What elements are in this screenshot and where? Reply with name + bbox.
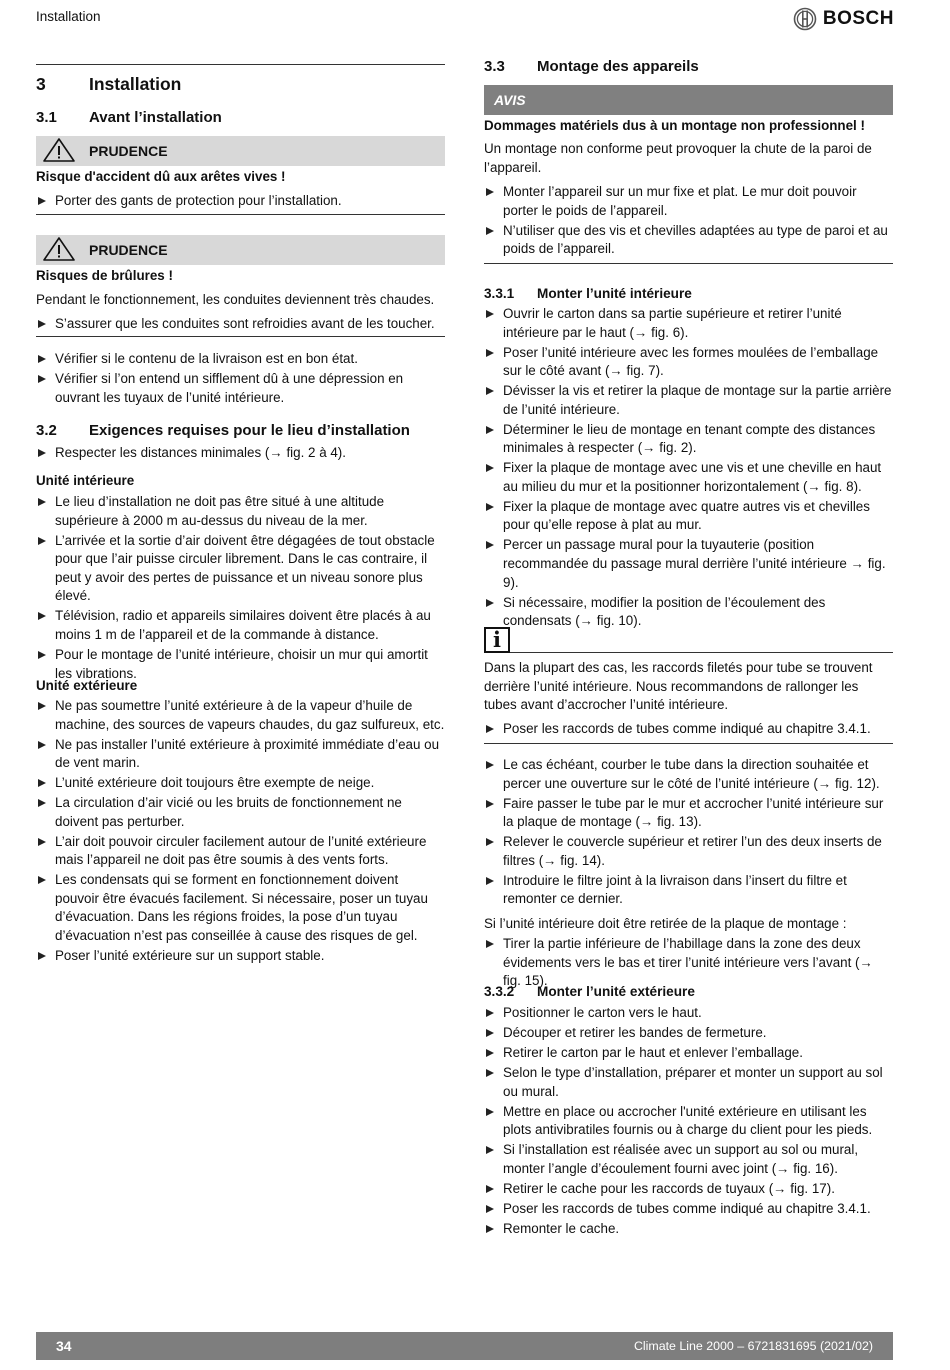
delivery-checks bbox=[36, 350, 445, 409]
caution-banner bbox=[36, 136, 445, 166]
list-item: Découper et retirer les bandes de fermeture. bbox=[484, 1024, 893, 1043]
warning-triangle-icon bbox=[42, 236, 76, 265]
list-item: S’assurer que les conduites sont refroidies avant de les toucher. bbox=[36, 315, 445, 334]
indoor-unit-heading: Unité intérieure bbox=[36, 473, 135, 488]
section-heading-3-1 bbox=[36, 109, 445, 126]
list-item: Déterminer le lieu de montage en tenant compte des distances minimales à respecter (→ fig. 2). bbox=[484, 421, 893, 458]
list-item: Selon le type d’installation, préparer et monter un support au sol ou mural. bbox=[484, 1064, 893, 1101]
bosch-logo bbox=[793, 7, 894, 31]
notice-steps bbox=[484, 183, 893, 260]
list-item: Tirer la partie inférieure de l’habillage dans la zone des deux évidements vers le bas et tirer l’unité intérieure vers l’avant (→ fig. 15). bbox=[484, 935, 893, 991]
section-heading-3-3-2 bbox=[484, 984, 893, 999]
section-title: Installation bbox=[89, 74, 182, 94]
list-item: La circulation d’air vicié ou les bruits de fonctionnement ne doivent pas perturber. bbox=[36, 794, 445, 831]
list-item: Les condensats qui se forment en fonctionnement doivent pouvoir être évacués facilement. Si nécessaire, poser un tuyau d’évacuation. Dans les régions froides, la pose d’un tuyau d’évacuation n’est pas conseillée à cause des risques de gel. bbox=[36, 871, 445, 945]
list-item: L’air doit pouvoir circuler facilement autour de l’unité extérieure mais l’appareil ne doit pas être soumis à des vents forts. bbox=[36, 833, 445, 870]
brand-name: BOSCH bbox=[822, 8, 894, 29]
list-item: Ne pas soumettre l’unité extérieure à de la vapeur d’huile de machine, des sources de vapeurs chaudes, du gaz sulfureux, etc. bbox=[36, 697, 445, 734]
section-number: 3.2 bbox=[36, 422, 57, 439]
list-item: Vérifier si le contenu de la livraison est en bon état. bbox=[36, 350, 445, 369]
list-item: Retirer le cache pour les raccords de tuyaux (→ fig. 17). bbox=[484, 1180, 893, 1199]
caution-banner bbox=[36, 235, 445, 265]
section-number: 3.3.1 bbox=[484, 286, 515, 301]
notice-title: Dommages matériels dus à un montage non professionnel ! bbox=[484, 118, 865, 133]
section-heading-3-2 bbox=[36, 422, 445, 439]
outdoor-mount-steps bbox=[484, 1004, 893, 1240]
list-item: Poser les raccords de tubes comme indiqué au chapitre 3.4.1. bbox=[484, 1200, 893, 1219]
info-note-header bbox=[484, 627, 893, 653]
list-item: Introduire le filtre joint à la livraison dans l’insert du filtre et remonter ce dernier. bbox=[484, 872, 893, 909]
indoor-mount-steps bbox=[484, 305, 893, 632]
list-item: Le cas échéant, courber le tube dans la direction souhaitée et percer une ouverture sur le côté de l’unité intérieure (→ fig. 12). bbox=[484, 756, 893, 793]
warning-triangle-icon bbox=[42, 137, 76, 166]
section-number: 3.3 bbox=[484, 58, 505, 75]
list-item: Dévisser la vis et retirer la plaque de montage sur la partie arrière de l’unité intérieure. bbox=[484, 382, 893, 419]
list-item: Fixer la plaque de montage avec quatre autres vis et chevilles pour qu’elle repose à plat au mur. bbox=[484, 498, 893, 535]
page-number: 34 bbox=[56, 1338, 72, 1354]
list-item: Pour le montage de l’unité intérieure, choisir un mur qui amortit les vibrations. bbox=[36, 646, 445, 683]
outdoor-unit-list bbox=[36, 697, 445, 967]
list-item: L’arrivée et la sortie d’air doivent être dégagées de tout obstacle pour que l’air puisse circuler librement. Dans le cas contraire, il peut y avoir des pertes de puissance et un niveau sonore plus élevé. bbox=[36, 532, 445, 606]
info-steps bbox=[484, 720, 893, 740]
notice-rule bbox=[484, 263, 893, 264]
caution-rule bbox=[36, 214, 445, 215]
list-item: Monter l’appareil sur un mur fixe et plat. Le mur doit pouvoir porter le poids de l’appareil. bbox=[484, 183, 893, 220]
indoor-hang-steps bbox=[484, 756, 893, 910]
list-item: Remonter le cache. bbox=[484, 1220, 893, 1239]
list-item: Vérifier si l’on entend un sifflement dû à une dépression en ouvrant les tuyaux de l’unité intérieure. bbox=[36, 370, 445, 407]
list-item: Positionner le carton vers le haut. bbox=[484, 1004, 893, 1023]
list-item: Si l’installation est réalisée avec un support au sol ou mural, monter l’angle d’écoulement fourni avec joint (→ fig. 16). bbox=[484, 1141, 893, 1178]
list-item: L’unité extérieure doit toujours être exempte de neige. bbox=[36, 774, 445, 793]
list-item: Ouvrir le carton dans sa partie supérieure et retirer l’unité intérieure par le haut (→ fig. 6). bbox=[484, 305, 893, 342]
removal-intro: Si l’unité intérieure doit être retirée de la plaque de montage : bbox=[484, 916, 847, 931]
section-number: 3 bbox=[36, 74, 46, 94]
info-text: Dans la plupart des cas, les raccords filetés pour tube se trouvent derrière l’unité intérieure. Nous recommandons de rallonger les tubes avant d’accrocher l’unité intérieure. bbox=[484, 660, 873, 713]
list-item: Relever le couvercle supérieur et retirer l’un des deux inserts de filtres (→ fig. 14). bbox=[484, 833, 893, 870]
section-heading-3-3 bbox=[484, 58, 893, 75]
info-rule bbox=[510, 652, 893, 653]
list-item: Fixer la plaque de montage avec une vis et une cheville en haut au milieu du mur et la positionner horizontalement (→ fig. 8). bbox=[484, 459, 893, 496]
indoor-unit-list bbox=[36, 493, 445, 685]
list-item: Porter des gants de protection pour l’installation. bbox=[36, 192, 445, 211]
list-item: Respecter les distances minimales (→ fig. 2 à 4). bbox=[36, 444, 445, 463]
caution-rule bbox=[36, 336, 445, 337]
notice-banner: AVIS bbox=[484, 85, 893, 115]
list-item: Mettre en place ou accrocher l'unité extérieure en utilisant les plots antivibratiles fournis ou à charge du client pour les pieds. bbox=[484, 1103, 893, 1140]
requirements-list bbox=[36, 444, 445, 464]
caution-label: PRUDENCE bbox=[89, 242, 168, 258]
caution-title: Risques de brûlures ! bbox=[36, 268, 173, 283]
list-item: N’utiliser que des vis et chevilles adaptées au type de paroi et au poids de l’appareil. bbox=[484, 222, 893, 259]
notice-text: Un montage non conforme peut provoquer la chute de la paroi de l’appareil. bbox=[484, 141, 872, 175]
section-number: 3.3.2 bbox=[484, 984, 515, 999]
section-heading-3-3-1 bbox=[484, 286, 893, 301]
section-rule bbox=[36, 64, 445, 65]
list-item: Faire passer le tube par le mur et accrocher l’unité intérieure sur la plaque de montage (→ fig. 13). bbox=[484, 795, 893, 832]
list-item: Percer un passage mural pour la tuyauterie (position recommandée du passage mural derrière l’unité intérieure → fig. 9). bbox=[484, 536, 893, 592]
list-item: Poser l’unité intérieure avec les formes moulées de l’emballage sur le côté avant (→ fig. 7). bbox=[484, 344, 893, 381]
list-item: Retirer le carton par le haut et enlever l’emballage. bbox=[484, 1044, 893, 1063]
section-title: Exigences requises pour le lieu d’installation bbox=[89, 422, 410, 439]
section-title: Avant l’installation bbox=[89, 109, 222, 126]
section-heading-3 bbox=[36, 74, 445, 95]
caution-title: Risque d'accident dû aux arêtes vives ! bbox=[36, 169, 286, 184]
caution-label: PRUDENCE bbox=[89, 143, 168, 159]
section-title: Monter l’unité intérieure bbox=[537, 286, 692, 301]
page-footer bbox=[36, 1332, 893, 1360]
info-end-rule bbox=[484, 743, 893, 744]
list-item: Le lieu d’installation ne doit pas être situé à une altitude supérieure à 2000 m au-dessus du niveau de la mer. bbox=[36, 493, 445, 530]
running-header: Installation bbox=[36, 9, 101, 24]
list-item: Télévision, radio et appareils similaires doivent être placés à au moins 1 m de l’appareil et de la commande à distance. bbox=[36, 607, 445, 644]
info-icon: i bbox=[484, 627, 510, 653]
list-item: Si nécessaire, modifier la position de l’écoulement des condensats (→ fig. 10). bbox=[484, 594, 893, 631]
outdoor-unit-heading: Unité extérieure bbox=[36, 678, 138, 693]
list-item: Poser l’unité extérieure sur un support stable. bbox=[36, 947, 445, 966]
section-number: 3.1 bbox=[36, 109, 57, 126]
list-item: Poser les raccords de tubes comme indiqué au chapitre 3.4.1. bbox=[484, 720, 893, 739]
caution-steps bbox=[36, 192, 445, 212]
caution-steps bbox=[36, 315, 445, 335]
section-title: Monter l’unité extérieure bbox=[537, 984, 695, 999]
list-item: Ne pas installer l’unité extérieure à proximité immédiate d’eau ou de vent marin. bbox=[36, 736, 445, 773]
bosch-armature-icon bbox=[793, 7, 817, 31]
caution-text: Pendant le fonctionnement, les conduites deviennent très chaudes. bbox=[36, 292, 435, 307]
document-reference: Climate Line 2000 – 6721831695 (2021/02) bbox=[633, 1339, 873, 1353]
section-title: Montage des appareils bbox=[537, 58, 699, 75]
